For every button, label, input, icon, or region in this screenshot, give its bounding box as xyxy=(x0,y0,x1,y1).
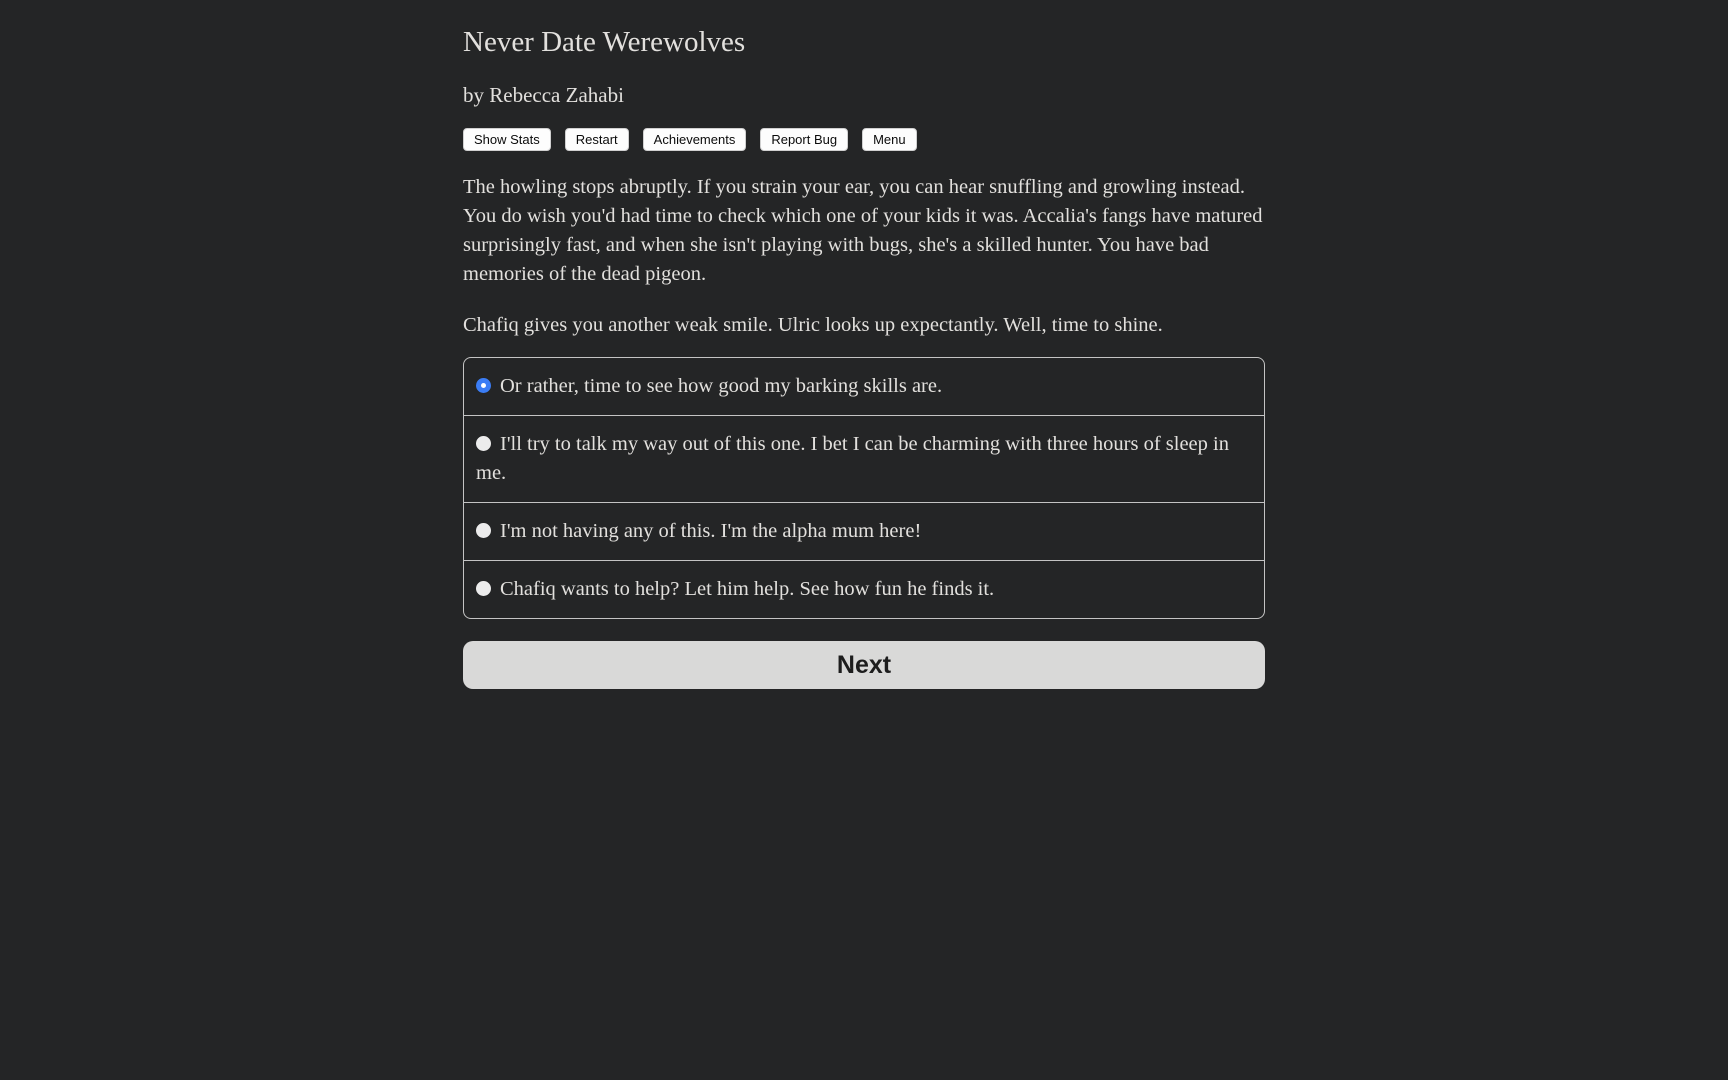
choice-label: I'll try to talk my way out of this one. I bet I can be charming with three hours of sleep in me. xyxy=(476,433,1229,484)
choice-option[interactable] xyxy=(464,502,1264,560)
story-paragraph: The howling stops abruptly. If you strain your ear, you can hear snuffling and growling instead. You do wish you'd had time to check which one of your kids it was. Accalia's fangs have matured surprisingly fast, and when she isn't playing with bugs, she's a skilled hunter. You have bad memories of the dead pigeon. xyxy=(463,176,1263,285)
radio-unselected-icon[interactable] xyxy=(476,581,491,596)
menu-button[interactable]: Menu xyxy=(862,128,917,151)
next-button[interactable]: Next xyxy=(463,641,1265,689)
radio-unselected-icon[interactable] xyxy=(476,436,491,451)
toolbar xyxy=(463,128,1265,151)
game-page xyxy=(463,0,1265,689)
radio-unselected-icon[interactable] xyxy=(476,523,491,538)
report-bug-button[interactable]: Report Bug xyxy=(760,128,848,151)
achievements-button[interactable]: Achievements xyxy=(643,128,747,151)
story-paragraph: Chafiq gives you another weak smile. Ulric looks up expectantly. Well, time to shine. xyxy=(463,314,1163,336)
restart-button[interactable]: Restart xyxy=(565,128,629,151)
game-title: Never Date Werewolves xyxy=(463,26,746,58)
choice-label: Or rather, time to see how good my barking skills are. xyxy=(500,375,943,397)
radio-selected-icon[interactable] xyxy=(476,378,491,393)
choice-label: I'm not having any of this. I'm the alpha mum here! xyxy=(500,520,922,542)
game-author: by Rebecca Zahabi xyxy=(463,83,624,107)
choice-option[interactable] xyxy=(464,560,1264,618)
show-stats-button[interactable]: Show Stats xyxy=(463,128,551,151)
choice-option[interactable] xyxy=(464,358,1264,415)
choice-label: Chafiq wants to help? Let him help. See how fun he finds it. xyxy=(500,578,995,600)
story-text xyxy=(463,173,1265,340)
choice-option[interactable] xyxy=(464,415,1264,502)
choice-list xyxy=(463,357,1265,619)
